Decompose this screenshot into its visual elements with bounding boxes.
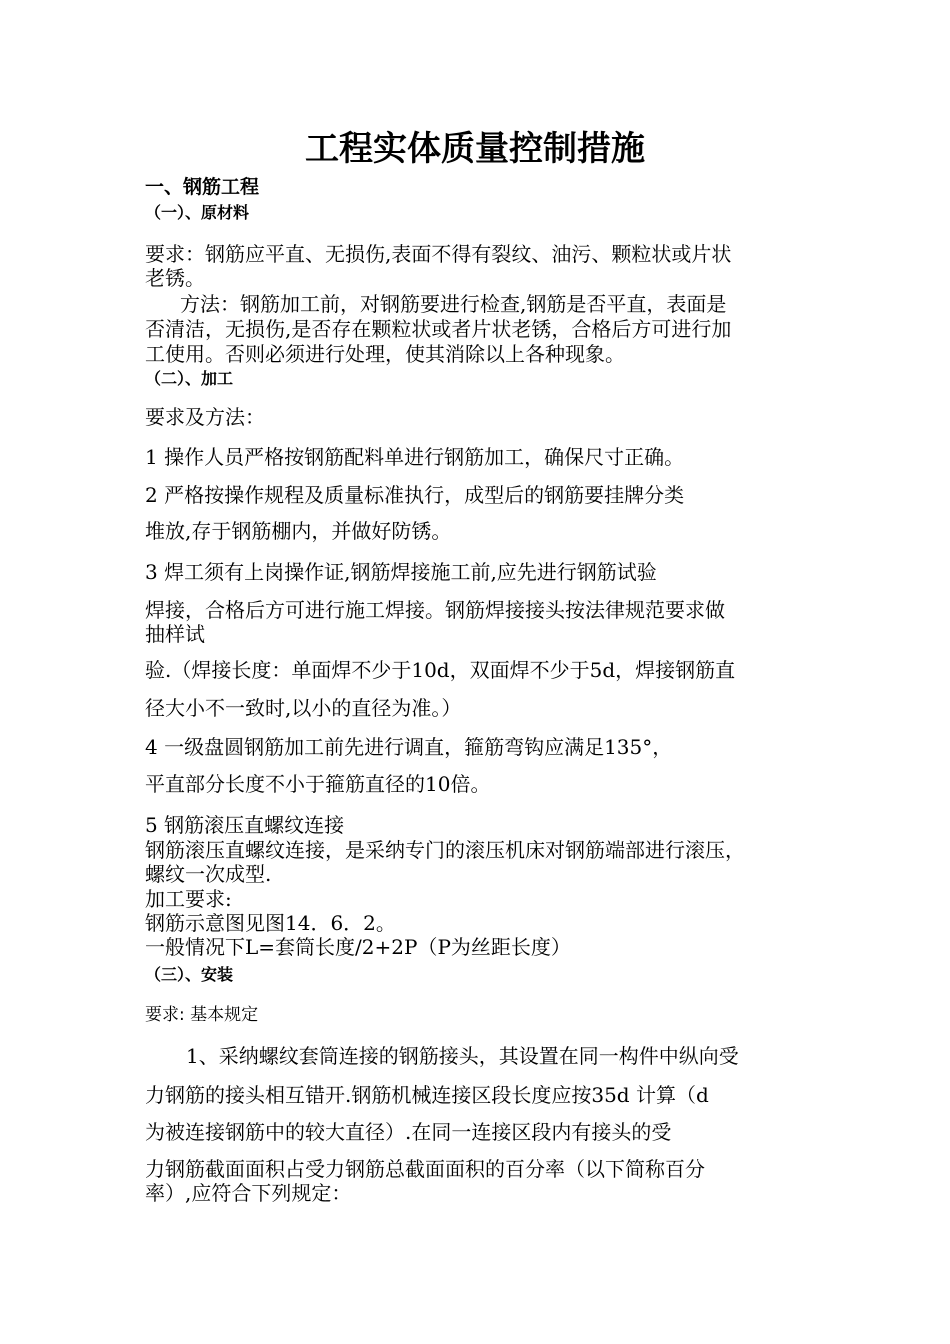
paragraph-line: 一般情况下L=套筒长度/2+2P（P为丝距长度） xyxy=(145,935,571,959)
rule-paragraph: 1、采纳螺纹套筒连接的钢筋接头，其设置在同一构件中纵向受 xyxy=(186,1044,739,1068)
list-item-3: 3 焊工须有上岗操作证,钢筋焊接施工前,应先进行钢筋试验 xyxy=(145,560,657,584)
document-title: 工程实体质量控制措施 xyxy=(305,129,645,169)
paragraph-line: 抽样试 xyxy=(145,622,205,646)
paragraph-line: 力钢筋截面面积占受力钢筋总截面面积的百分率（以下简称百分 xyxy=(145,1157,705,1181)
list-item-1: 1 操作人员严格按钢筋配料单进行钢筋加工，确保尺寸正确。 xyxy=(145,445,685,469)
list-item-2: 2 严格按操作规程及质量标准执行，成型后的钢筋要挂牌分类 xyxy=(145,483,685,507)
section-heading-rebar: 一、钢筋工程 xyxy=(145,176,260,198)
paragraph-line: 否清洁，无损伤,是否存在颗粒状或者片状老锈，合格后方可进行加 xyxy=(145,317,732,341)
paragraph-line: 要求: 基本规定 xyxy=(145,1005,259,1025)
paragraph-line: 焊接，合格后方可进行施工焊接。钢筋焊接接头按法律规范要求做 xyxy=(145,598,725,622)
subsection-heading-installation: （三）、安装 xyxy=(145,965,234,984)
paragraph-line: 为被连接钢筋中的较大直径）.在同一连接区段内有接头的受 xyxy=(145,1120,672,1144)
paragraph-line: 方法：钢筋加工前，对钢筋要进行检查,钢筋是否平直，表面是 xyxy=(180,292,727,316)
paragraph-line: 力钢筋的接头相互错开.钢筋机械连接区段长度应按35d 计算（d xyxy=(145,1083,709,1107)
paragraph-line: 加工要求: xyxy=(145,887,232,911)
list-item-5: 5 钢筋滚压直螺纹连接 xyxy=(145,813,345,837)
subsection-heading-materials: （一）、原材料 xyxy=(145,203,250,222)
subsection-heading-processing: （二）、加工 xyxy=(145,369,234,388)
paragraph-line: 钢筋示意图见图14．6．2。 xyxy=(145,911,396,935)
paragraph-line: 堆放,存于钢筋棚内，并做好防锈。 xyxy=(145,519,452,543)
paragraph-line: 工使用。否则必须进行处理，使其消除以上各种现象。 xyxy=(145,342,625,366)
paragraph-line: 率）,应符合下列规定： xyxy=(145,1181,352,1205)
paragraph-line: 要求：钢筋应平直、无损伤,表面不得有裂纹、油污、颗粒状或片状 xyxy=(145,242,732,266)
paragraph-line: 老锈。 xyxy=(145,266,205,290)
paragraph-line: 钢筋滚压直螺纹连接，是采纳专门的滚压机床对钢筋端部进行滚压， xyxy=(145,838,745,862)
list-item-4: 4 一级盘圆钢筋加工前先进行调直，箍筋弯钩应满足135°， xyxy=(145,735,673,759)
paragraph-line: 验.（焊接长度：单面焊不少于10d，双面焊不少于5d，焊接钢筋直 xyxy=(145,658,736,682)
paragraph-line: 平直部分长度不小于箍筋直径的10倍。 xyxy=(145,772,491,796)
paragraph-line: 螺纹一次成型. xyxy=(145,862,272,886)
paragraph-line: 径大小不一致时,以小的直径为准。） xyxy=(145,696,462,720)
paragraph-line: 要求及方法： xyxy=(145,405,265,429)
